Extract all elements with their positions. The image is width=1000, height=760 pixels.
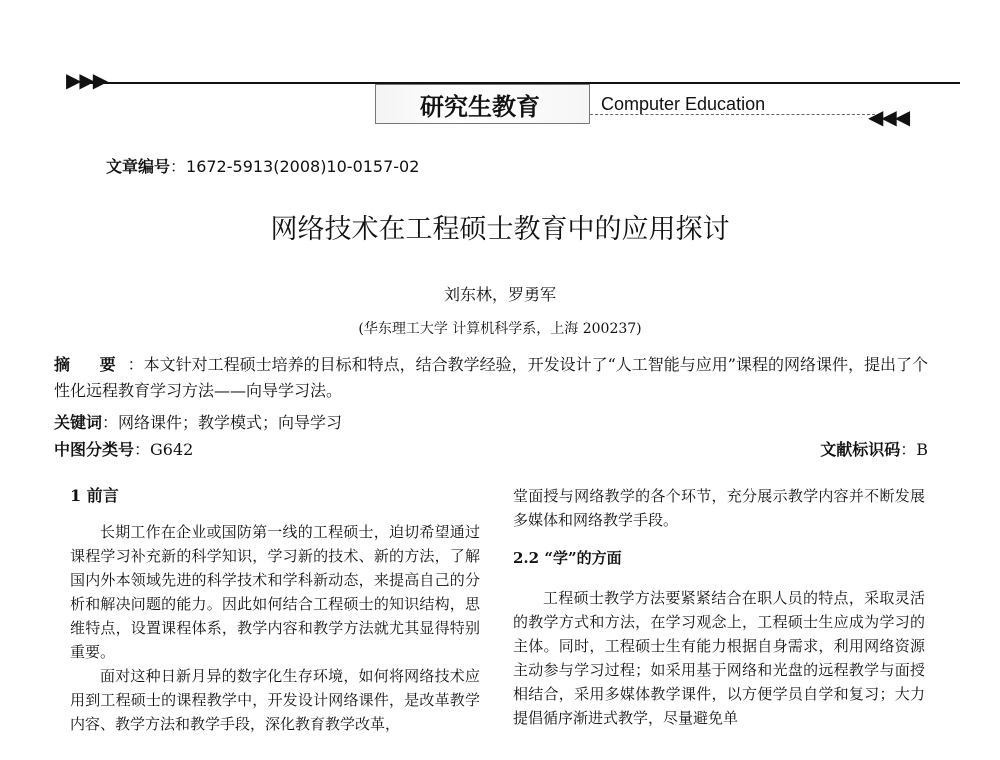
left-column [70, 484, 480, 736]
document-code-value: ：B [900, 440, 928, 459]
arrow-left-icon: ▶▶▶ [66, 68, 107, 92]
document-code-label: 文献标识码 [820, 440, 901, 459]
paper-title: 网络技术在工程硕士教育中的应用探讨 [270, 214, 730, 245]
section-heading: 1 前言 [70, 486, 119, 505]
paragraph-continuation: 堂面授与网络教学的各个环节，充分展示教学内容并不断发展多媒体和网络教学手段。 [513, 487, 925, 529]
article-number-label: 文章编号 [106, 157, 171, 176]
right-column [513, 484, 925, 730]
arrow-right-icon: ◀◀◀ [868, 105, 909, 129]
abstract-label: 摘 要 [54, 355, 128, 374]
authors: 刘东林，罗勇军 [443, 285, 556, 304]
article-number-value: ：1672-5913(2008)10-0157-02 [170, 157, 420, 176]
column-title: 研究生教育 [420, 93, 540, 121]
abstract-text: ：本文针对工程硕士培养的目标和特点，结合教学经验，开发设计了“人工智能与应用”课程的网络课件，提出了个性化远程教育学习方法——向导学习法。 [54, 355, 928, 400]
keywords-label: 关键词 [54, 413, 103, 432]
affiliation: (华东理工大学 计算机科学系，上海 200237) [358, 321, 642, 337]
article-number [106, 154, 419, 177]
column-english-title: Computer Education [601, 94, 766, 114]
classification-number [54, 437, 193, 460]
paragraph: 面对这种日新月异的数字化生存环境，如何将网络技术应用到工程硕士的课程教学中，开发设计网络课件，是改革教学内容、教学方法和教学手段，深化教育教学改革， [70, 667, 480, 733]
keywords [54, 410, 342, 433]
abstract [54, 352, 930, 404]
subsection-heading: 2.2 “学”的方面 [513, 549, 622, 567]
keywords-text: ：网络课件；教学模式；向导学习 [102, 413, 343, 432]
classification-label: 中图分类号 [54, 440, 135, 459]
paragraph: 长期工作在企业或国防第一线的工程硕士，迫切希望通过课程学习补充新的科学知识，学习新的技术、新的方法，了解国内外本领域先进的科学技术和学科新动态，来提高自己的分析和解决问题的能力。因此如何结合工程硕士的知识结构，思维特点，设置课程体系，教学内容和教学方法就尤其显得特别重要。 [70, 523, 480, 661]
paragraph: 工程硕士教学方法要紧紧结合在职人员的特点，采取灵活的教学方式和方法，在学习观念上，工程硕士生应成为学习的主体。同时，工程硕士生有能力根据自身需求，利用网络资源主动参与学习过程；如采用基于网络和光盘的远程教学与面授相结合，采用多媒体教学课件，以方便学员自学和复习；大力提倡循序渐进式教学，尽量避免单 [513, 589, 925, 727]
document-code [820, 437, 928, 460]
classification-value: ：G642 [134, 440, 194, 459]
